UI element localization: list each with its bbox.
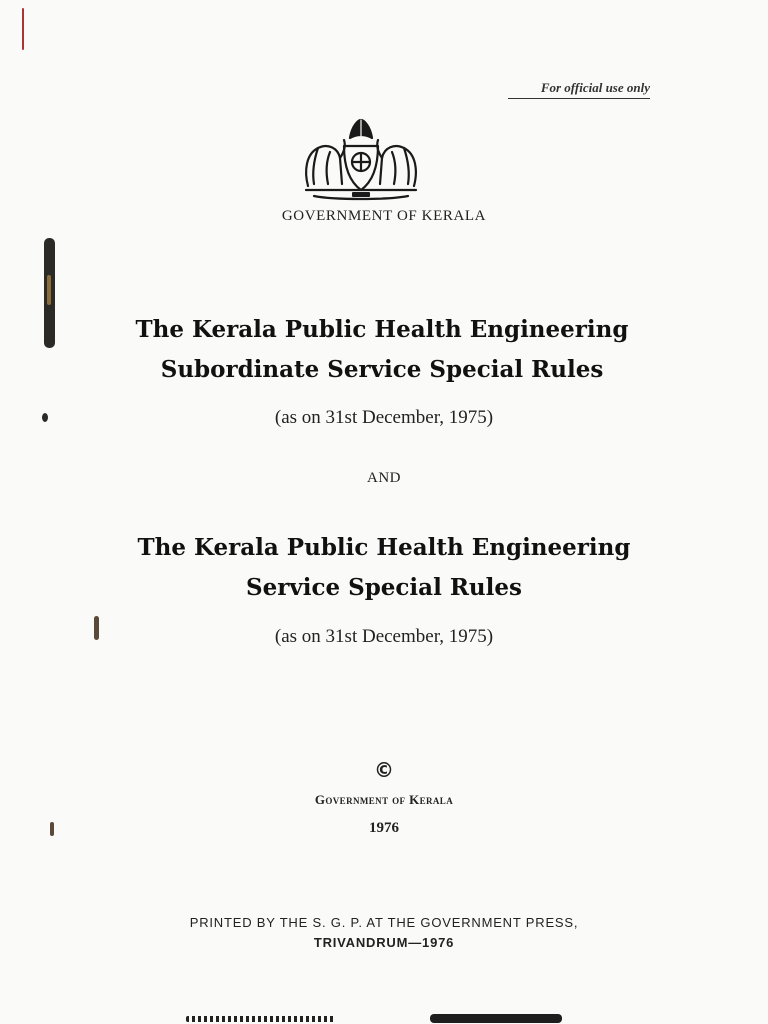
imprint-line: TRIVANDRUM—1976 [313, 935, 455, 950]
title-line: Service Special Rules [246, 574, 522, 601]
bottom-edge-mark [186, 1016, 336, 1022]
title-subordinate-rules [0, 310, 766, 390]
title-service-rules [0, 528, 768, 608]
imprint-line: PRINTED BY THE S. G. P. AT THE GOVERNMENT PRESS, [189, 915, 579, 930]
bottom-edge-mark [430, 1014, 562, 1023]
binding-mark [22, 8, 24, 50]
as-of-date: (as on 31st December, 1975) [274, 626, 494, 647]
title-line: The Kerala Public Health Engineering [137, 534, 631, 561]
copyright-holder: Government of Kerala [314, 792, 454, 807]
publisher-heading: GOVERNMENT OF KERALA [281, 208, 487, 224]
title-line: The Kerala Public Health Engineering [135, 316, 629, 343]
title-line: Subordinate Service Special Rules [160, 356, 604, 383]
copyright-symbol: © [374, 758, 394, 782]
printer-imprint [0, 913, 768, 953]
publication-year: 1976 [369, 820, 399, 836]
conjunction-text: AND [367, 470, 401, 486]
kerala-state-emblem-icon [300, 116, 422, 204]
official-use-notice: For official use only [508, 80, 650, 99]
as-of-date: (as on 31st December, 1975) [274, 407, 494, 428]
binding-stain [47, 275, 51, 305]
